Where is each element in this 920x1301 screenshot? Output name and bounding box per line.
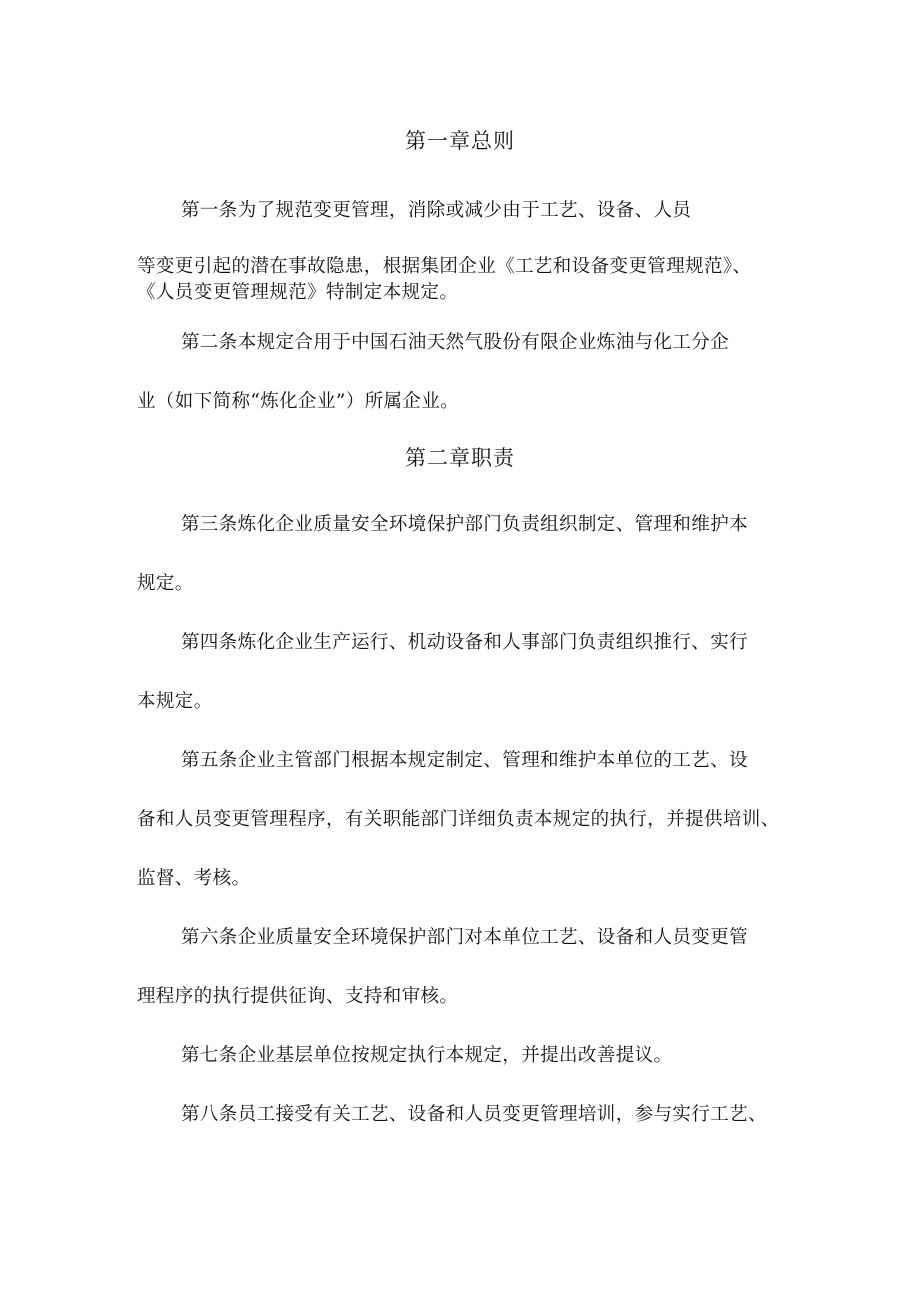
article-7-line-1: 第七条企业基层单位按规定执行本规定，并提出改善提议。 (181, 1045, 673, 1066)
article-4-line-1: 第四条炼化企业生产运行、机动设备和人事部门负责组织推行、实行 (181, 632, 749, 653)
article-6-line-1: 第六条企业质量安全环境保护部门对本单位工艺、设备和人员变更管 (181, 927, 749, 948)
article-4-line-2: 本规定。 (137, 691, 213, 712)
article-2-line-1: 第二条本规定合用于中国石油天然气股份有限企业炼油与化工分企 (181, 332, 730, 353)
article-3-line-2: 规定。 (137, 573, 194, 594)
chapter-2-title: 第二章职责 (405, 446, 515, 470)
article-5-line-3: 监督、考核。 (137, 868, 251, 889)
article-6-line-2: 理程序的执行提供征询、支持和审核。 (137, 986, 459, 1007)
article-2-line-2: 业（如下简称“炼化企业”）所属企业。 (137, 391, 460, 412)
article-1-line-3: 《人员变更管理规范》特制定本规定。 (137, 282, 459, 303)
article-3-line-1: 第三条炼化企业质量安全环境保护部门负责组织制定、管理和维护本 (181, 514, 749, 535)
chapter-1-title: 第一章总则 (405, 129, 515, 153)
article-1-line-2: 等变更引起的潜在事故隐患，根据集团企业《工艺和设备变更管理规范》、 (137, 256, 752, 277)
article-8-line-1: 第八条员工接受有关工艺、设备和人员变更管理培训，参与实行工艺、 (181, 1104, 767, 1125)
article-1-line-1: 第一条为了规范变更管理，消除或减少由于工艺、设备、人员 (181, 200, 692, 221)
article-5-line-1: 第五条企业主管部门根据本规定制定、管理和维护本单位的工艺、设 (181, 750, 749, 771)
article-5-line-2: 备和人员变更管理程序，有关职能部门详细负责本规定的执行，并提供培训、 (137, 809, 780, 830)
